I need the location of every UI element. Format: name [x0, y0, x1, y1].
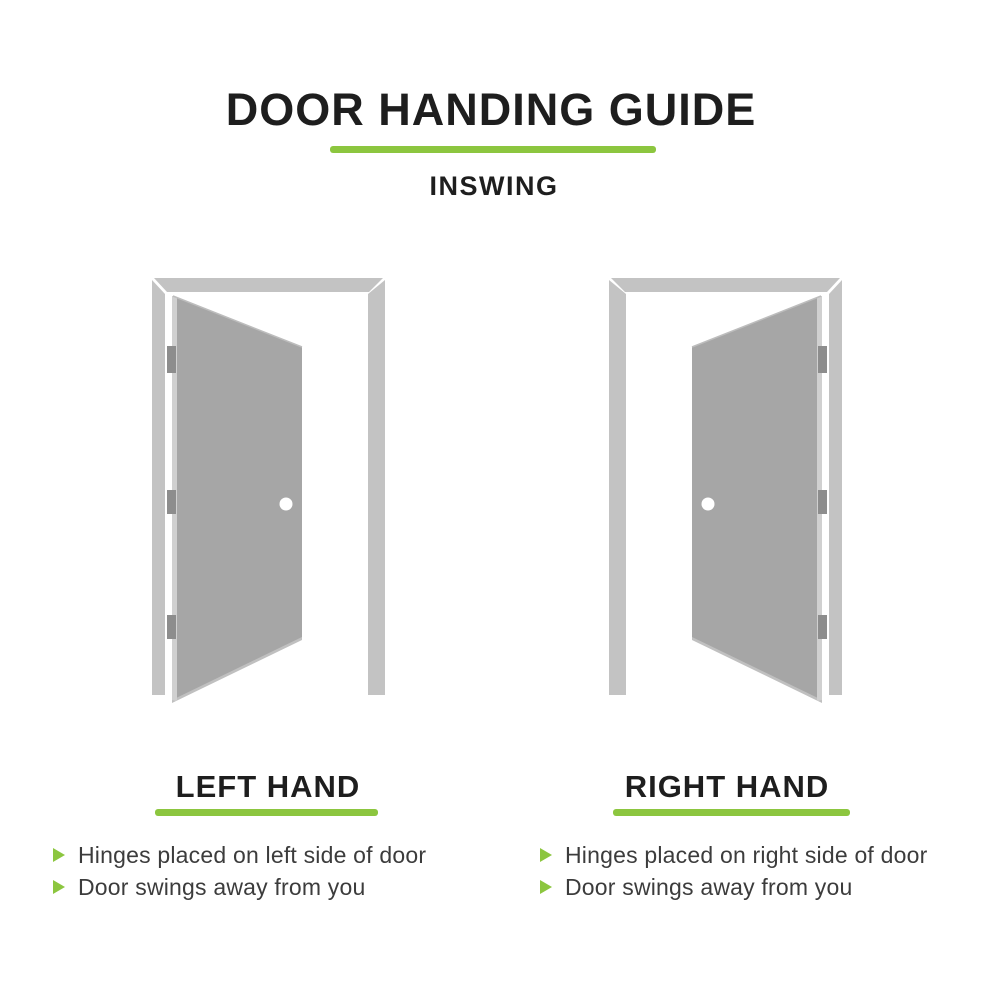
door-frame-latch-jamb: [609, 280, 626, 695]
left-hand-bullet-list: [53, 839, 426, 903]
right-door-group: [609, 278, 842, 703]
left-hand-label: LEFT HAND: [175, 769, 361, 804]
list-item: [53, 871, 426, 903]
hinge-icon: [167, 490, 176, 514]
bullet-arrow-icon: [53, 848, 65, 862]
bullet-text: Hinges placed on left side of door: [78, 841, 427, 868]
bullet-arrow-icon: [540, 848, 552, 862]
bullet-text: Door swings away from you: [565, 873, 853, 900]
page-title: DOOR HANDING GUIDE: [225, 84, 757, 135]
right-hand-door-diagram: [608, 277, 844, 703]
right-hand-divider: [613, 809, 850, 816]
title-divider: [330, 146, 656, 153]
left-hand-divider: [155, 809, 378, 816]
door-slab: [172, 296, 302, 700]
list-item: [540, 839, 927, 871]
bullet-arrow-icon: [540, 880, 552, 894]
bullet-arrow-icon: [53, 880, 65, 894]
doorknob-icon: [702, 498, 715, 511]
left-hand-door-diagram: [150, 277, 386, 703]
door-slab: [692, 296, 822, 700]
hinge-icon: [818, 490, 827, 514]
list-item: [53, 839, 426, 871]
hinge-icon: [167, 615, 176, 639]
hinge-icon: [167, 346, 176, 373]
door-frame-hinge-jamb: [152, 280, 165, 695]
door-frame-hinge-jamb: [829, 280, 842, 695]
bullet-text: Hinges placed on right side of door: [565, 841, 928, 868]
doorknob-icon: [280, 498, 293, 511]
hinge-icon: [818, 346, 827, 373]
right-hand-label: RIGHT HAND: [624, 769, 830, 804]
list-item: [540, 871, 927, 903]
door-frame-head: [154, 278, 383, 292]
left-door-group: [152, 278, 385, 703]
door-frame-head: [611, 278, 840, 292]
subtitle-inswing: INSWING: [429, 171, 559, 201]
door-frame-latch-jamb: [368, 280, 385, 695]
right-hand-bullet-list: [540, 839, 927, 903]
bullet-text: Door swings away from you: [78, 873, 366, 900]
hinge-icon: [818, 615, 827, 639]
